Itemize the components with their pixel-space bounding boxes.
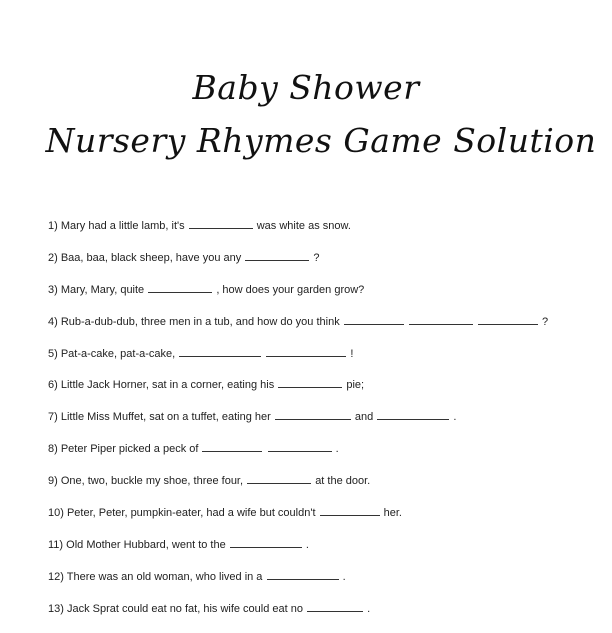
answer-blank (275, 409, 351, 420)
answer-blank (266, 346, 346, 357)
question-text: and (354, 411, 374, 424)
question-number: 9) (48, 475, 61, 488)
question-item (48, 409, 608, 441)
question-text: ? (313, 251, 320, 264)
question-text: . (342, 570, 346, 583)
question-text: . (367, 602, 371, 615)
question-text: ! (350, 347, 354, 360)
question-item (48, 537, 608, 569)
question-number: 8) (48, 443, 61, 456)
question-text: Peter Piper picked a peck of (60, 443, 199, 456)
title-line-2: Nursery Rhymes Game Solution (45, 121, 597, 160)
title-block (0, 62, 612, 168)
question-text: pie; (346, 379, 365, 392)
question-item (48, 569, 608, 601)
question-text: , how does your garden grow? (216, 283, 365, 296)
answer-blank (148, 282, 212, 293)
question-number: 11) (48, 538, 67, 551)
question-item (48, 218, 608, 250)
question-text: was white as snow. (256, 220, 351, 232)
question-text: at the door. (315, 475, 371, 488)
question-number: 12) (48, 570, 67, 583)
answer-blank (320, 505, 380, 516)
question-text: Jack Sprat could eat no fat, his wife could eat no (66, 602, 303, 615)
question-text: her. (383, 507, 402, 520)
question-item (48, 282, 608, 314)
answer-blank (202, 441, 262, 452)
answer-blank (278, 377, 342, 388)
question-number: 3) (48, 283, 61, 296)
answer-blank (245, 250, 309, 261)
question-text: Mary had a little lamb, it's (60, 220, 185, 232)
answer-blank (268, 441, 332, 452)
answer-blank (478, 314, 538, 325)
question-item (48, 346, 608, 378)
question-number: 2) (48, 251, 61, 264)
question-item (48, 250, 608, 282)
question-text: One, two, buckle my shoe, three four, (60, 475, 244, 488)
question-text: ? (541, 315, 549, 328)
question-text: Rub-a-dub-dub, three men in a tub, and how do you think (60, 315, 340, 328)
question-text: . (453, 411, 457, 424)
question-text: Pat-a-cake, pat-a-cake, (60, 347, 176, 360)
answer-blank (307, 601, 363, 612)
question-number: 5) (48, 347, 61, 360)
question-item (48, 601, 608, 633)
question-item (48, 505, 608, 537)
question-text: . (305, 538, 309, 551)
answer-blank (377, 409, 449, 420)
question-text: Little Jack Horner, sat in a corner, eating his (60, 379, 275, 392)
answer-blank (409, 314, 473, 325)
question-item (48, 314, 608, 346)
question-number: 1) (48, 220, 61, 232)
question-number: 13) (48, 602, 67, 615)
answer-blank (179, 346, 261, 357)
answer-blank (267, 569, 339, 580)
question-text: Baa, baa, black sheep, have you any (60, 251, 242, 264)
question-list (48, 218, 608, 633)
question-text: . (335, 443, 339, 456)
question-item (48, 473, 608, 505)
answer-blank (344, 314, 404, 325)
answer-blank (189, 218, 253, 229)
answer-blank (247, 473, 311, 484)
answer-blank (230, 537, 302, 548)
question-text: There was an old woman, who lived in a (66, 570, 263, 583)
question-text: Mary, Mary, quite (60, 283, 145, 296)
question-item (48, 377, 608, 409)
question-number: 6) (48, 379, 61, 392)
question-text: Peter, Peter, pumpkin-eater, had a wife but couldn't (66, 507, 316, 520)
question-text: Little Miss Muffet, sat on a tuffet, eating her (60, 411, 271, 424)
title-line-1: Baby Shower (192, 68, 420, 107)
question-item (48, 441, 608, 473)
question-text: Old Mother Hubbard, went to the (66, 538, 226, 551)
question-number: 4) (48, 315, 61, 328)
question-number: 7) (48, 411, 61, 424)
question-number: 10) (48, 507, 67, 520)
